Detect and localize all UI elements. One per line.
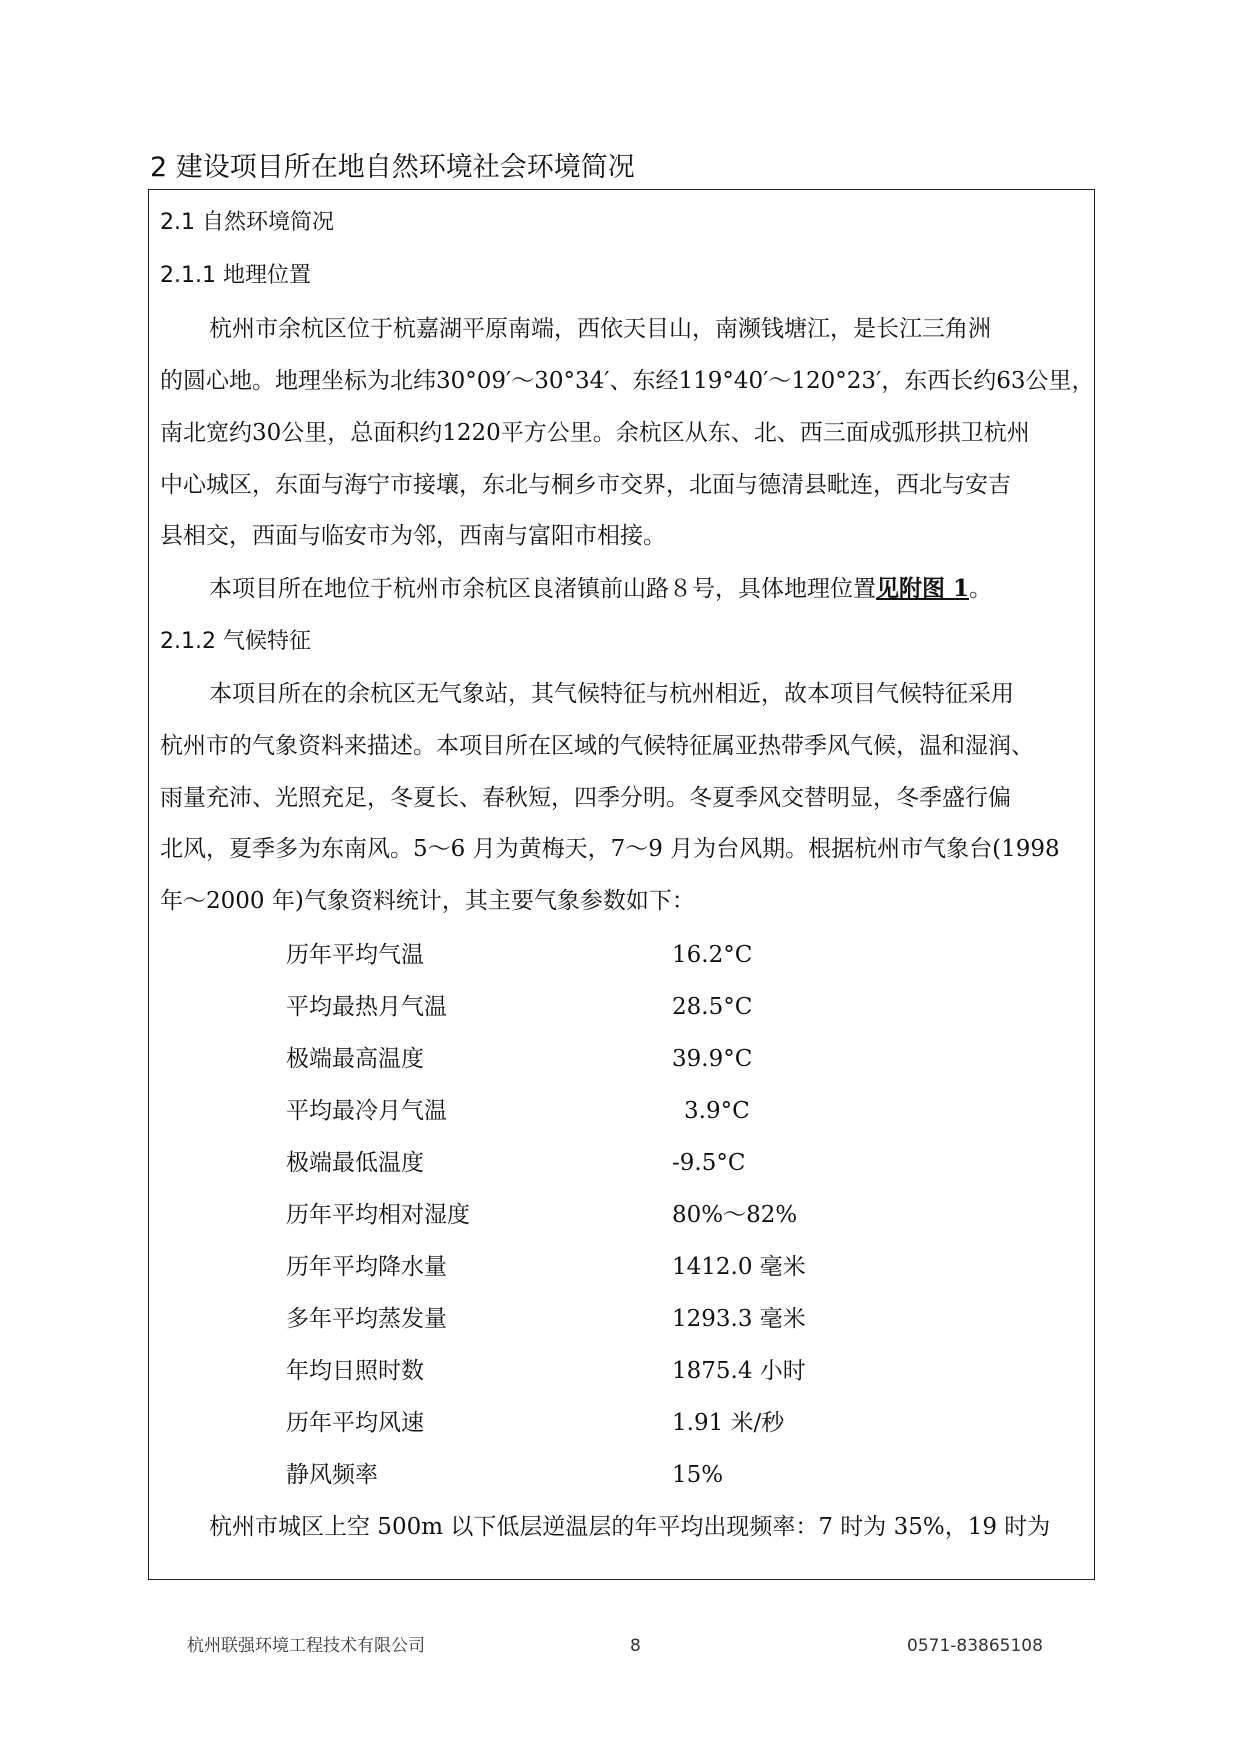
chapter-title: 2 建设项目所在地自然环境社会环境简况 <box>150 152 635 183</box>
param-value: 16.2°C <box>672 942 753 968</box>
param-name: 年均日照时数 <box>286 1358 424 1384</box>
param-value: 15% <box>672 1462 724 1488</box>
param-name: 静风频率 <box>286 1462 378 1488</box>
param-value: 39.9°C <box>672 1046 753 1072</box>
param-value: 80%～82% <box>672 1202 798 1228</box>
param-name: 历年平均相对湿度 <box>286 1202 470 1228</box>
param-value: 1412.0 毫米 <box>672 1254 806 1280</box>
climate-paragraph-line: 年～2000 年)气象资料统计，其主要气象参数如下： <box>160 888 695 914</box>
geo-paragraph-line: 南北宽约30公里，总面积约1220平方公里。余杭区从东、北、西三面成弧形拱卫杭州 <box>160 420 1030 446</box>
param-name: 极端最高温度 <box>286 1046 424 1072</box>
geo-paragraph-line: 杭州市余杭区位于杭嘉湖平原南端，西依天目山，南濒钱塘江，是长江三角洲 <box>209 316 991 342</box>
attached-figure-reference: 见附图 1 <box>876 575 970 602</box>
param-name: 历年平均气温 <box>286 942 424 968</box>
param-value: 1.91 米/秒 <box>672 1410 785 1436</box>
section-heading-2-1-1: 2.1.1 地理位置 <box>160 263 311 288</box>
param-name: 平均最热月气温 <box>286 994 447 1020</box>
inversion-paragraph-line: 杭州市城区上空 500m 以下低层逆温层的年平均出现频率：7 时为 35%，19 时为 <box>209 1514 1051 1540</box>
geo-paragraph-line: 的圆心地。地理坐标为北纬30°09′～30°34′、东经119°40′～120°23′，东西长约63公里， <box>160 368 1095 394</box>
param-name: 历年平均降水量 <box>286 1254 447 1280</box>
param-value: 1293.3 毫米 <box>672 1306 806 1332</box>
location-text: 本项目所在地位于杭州市余杭区良渚镇前山路８号，具体地理位置 <box>209 576 876 602</box>
climate-paragraph-line: 北风，夏季多为东南风。5～6 月为黄梅天，7～9 月为台风期。根据杭州市气象台(1998 <box>160 836 1060 862</box>
geo-paragraph-line: 县相交，西面与临安市为邻，西南与富阳市相接。 <box>160 523 666 549</box>
param-value: -9.5°C <box>672 1150 746 1176</box>
footer-company: 杭州联强环境工程技术有限公司 <box>187 1636 425 1656</box>
footer-phone: 0571-83865108 <box>907 1636 1043 1656</box>
section-heading-2-1: 2.1 自然环境简况 <box>160 210 334 235</box>
geo-paragraph-line: 中心城区，东面与海宁市接壤，东北与桐乡市交界，北面与德清县毗连，西北与安吉 <box>160 472 1011 498</box>
climate-paragraph-line: 杭州市的气象资料来描述。本项目所在区域的气候特征属亚热带季风气候，温和湿润、 <box>160 733 1034 759</box>
climate-paragraph-line: 本项目所在的余杭区无气象站，其气候特征与杭州相近，故本项目气候特征采用 <box>209 681 1014 707</box>
param-value: 1875.4 小时 <box>672 1358 806 1384</box>
param-name: 多年平均蒸发量 <box>286 1306 447 1332</box>
param-name: 极端最低温度 <box>286 1150 424 1176</box>
location-suffix: 。 <box>969 576 993 602</box>
param-value: 28.5°C <box>672 994 753 1020</box>
footer-page-number: 8 <box>630 1636 641 1656</box>
param-name: 历年平均风速 <box>286 1410 424 1436</box>
param-name: 平均最冷月气温 <box>286 1098 447 1124</box>
param-value: 3.9°C <box>684 1098 750 1124</box>
climate-paragraph-line: 雨量充沛、光照充足，冬夏长、春秋短，四季分明。冬夏季风交替明显，冬季盛行偏 <box>160 785 1011 811</box>
project-location-sentence <box>209 574 992 604</box>
section-heading-2-1-2: 2.1.2 气候特征 <box>160 629 311 654</box>
